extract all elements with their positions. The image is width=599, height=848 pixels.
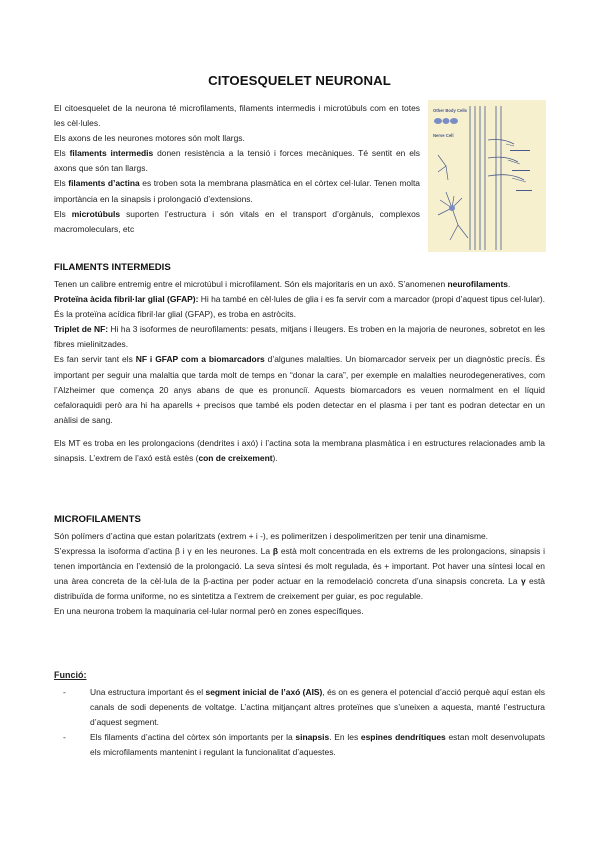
bold-term: Triplet de NF:: [54, 324, 109, 335]
paragraph: Proteïna àcida fibril·lar glial (GFAP): Hi ha també en cèl·lules de glia i es fa servir com a marcador (propi d’aquest tipus cel·lular). És la proteïna acídica fibril·lar glial (GFAP), es troba en astròcits.: [54, 294, 546, 320]
neuron-cytoskeleton-figure: [428, 100, 546, 252]
paragraph: Són polímers d’actina que estan polaritzats (extrem + i -), es polimeritzen i despolimeritzen per tenir una dinamisme.: [54, 531, 489, 541]
bold-term: sinapsis: [295, 732, 330, 743]
intro-paragraph: Els microtúbuls suporten l’estructura i són vitals en el transport d’orgànuls, complexos macromoleculars, etc: [54, 208, 420, 234]
section-heading: MICROFILAMENTS: [54, 514, 141, 525]
paragraph: Triplet de NF: Hi ha 3 isoformes de neurofilaments: pesats, mitjans i lleugers. Es troben en la majoria de neurones, sobretot en les fibres mielinitzades.: [54, 324, 545, 350]
bold-term: filaments d’actina: [68, 178, 140, 189]
bold-term: neurofilaments: [447, 279, 508, 289]
figure-label-top: Other Body Cells: [433, 108, 467, 113]
bold-term: γ: [520, 576, 526, 587]
intro-paragraph: El citoesquelet de la neurona té microfilaments, filaments intermedis i microtúbuls com en totes les cèl·lules.: [54, 103, 420, 129]
list-item: - Una estructura important és el segment inicial de l’axó (AIS), és on es genera el potencial d’acció perquè aquí estan els canals de sodi depenents de voltatge. L’actina mitjançant altres proteïnes que s’uneixen a aquesta, manté l’estructura d’aquest segment.: [63, 687, 545, 728]
filaments-section: [54, 277, 545, 428]
filaments-note: [54, 436, 545, 466]
bold-term: NF i GFAP com a biomarcadors: [135, 354, 265, 365]
page-title: CITOESQUELET NEURONAL: [208, 73, 391, 88]
intro-paragraph: Els axons de les neurones motores són molt llargs.: [54, 133, 245, 144]
paragraph: Els MT es troba en les prolongacions (dendrites i axó) i l’actina sota la membrana plasmàtica i en estructures relacionades amb la sinapsis. L’extrem de l’axó està estès (con de creixement).: [54, 438, 545, 464]
list-item: - Els filaments d’actina del còrtex són importants per la sinapsis. En les espines dendrítiques estan molt desenvolupats els microfilaments mantenint i regulant la funcionalitat d’aquestes.: [63, 732, 546, 758]
bold-term: segment inicial de l’axó (AIS): [205, 687, 323, 697]
intro-paragraph: Els filaments d’actina es troben sota la membrana plasmàtica en el còrtex cel·lular. Tenen molta importància en la sinapsis i prolongació d’extensions.: [54, 178, 420, 204]
bold-term: β: [272, 546, 279, 557]
figure-small-text: [510, 150, 532, 191]
bullet-dash: -: [63, 687, 66, 697]
neuron-cell-icon: [438, 155, 468, 240]
paragraph: Es fan servir tant els NF i GFAP com a biomarcadors d’algunes malalties. Un biomarcador serveix per un diagnòstic precís. És important per seguir una malaltia que tarda molt de temps en “donar la cara”, per exemple en malalties neurodegeneratives, com l’Alzheimer que comença 20 anys abans de que es pronunciï. Aquests biomarcadors es veuen normalment en el líquid cefaloraquidi però ara hi ha aparells + precisos que també els poden detectar en el plasma i per tant es podran detectar en un anàlisi de sang.: [54, 354, 545, 425]
bold-term: espines dendrítiques: [360, 732, 446, 743]
intro-section: [54, 101, 420, 237]
intro-paragraph: Els filaments intermedis donen resistència a la tensió i forces mecàniques. Té sentit en els axons que són tan llargs.: [54, 148, 420, 174]
axon-lines-icon: [470, 106, 524, 250]
bold-term: con de creixement: [198, 453, 273, 464]
figure-illustration: [428, 100, 546, 252]
paragraph: Tenen un calibre entremig entre el microtúbul i microfilament. Són els majoritaris en un axó. S’anomenen neurofilaments.: [54, 279, 511, 289]
section-heading: FILAMENTS INTERMEDIS: [54, 262, 171, 273]
bold-term: microtúbuls: [71, 208, 121, 219]
microfilaments-section: [54, 529, 545, 620]
figure-label-mid: Nerve Cell: [433, 133, 454, 138]
function-heading: Funció:: [54, 670, 87, 680]
function-list: [54, 685, 545, 760]
bullet-dash: -: [63, 732, 66, 743]
bold-term: filaments intermedis: [69, 148, 154, 159]
paragraph: En una neurona trobem la maquinaria cel·lular normal però en zones específiques.: [54, 606, 364, 617]
paragraph: S’expressa la isoforma d’actina β i γ en les neurones. La β està molt concentrada en els extrems de les prolongacions, sinapsis i tenen importància en l’extensió de la prolongació. La seva síntesi és molt regulada, és + important. Pot haver una síntesi local en una àrea concreta de la cèl·lula de la β-actina per poder actuar en la remodelació concreta d’una sinapsis concreta. La γ està distribuïda de forma uniforme, no es sintetitza a l’extrem de creixement per guiar, es poc regulable.: [54, 546, 546, 602]
bold-term: Proteïna àcida fibril·lar glial (GFAP):: [54, 294, 199, 305]
body-cells-icon: [434, 118, 458, 124]
